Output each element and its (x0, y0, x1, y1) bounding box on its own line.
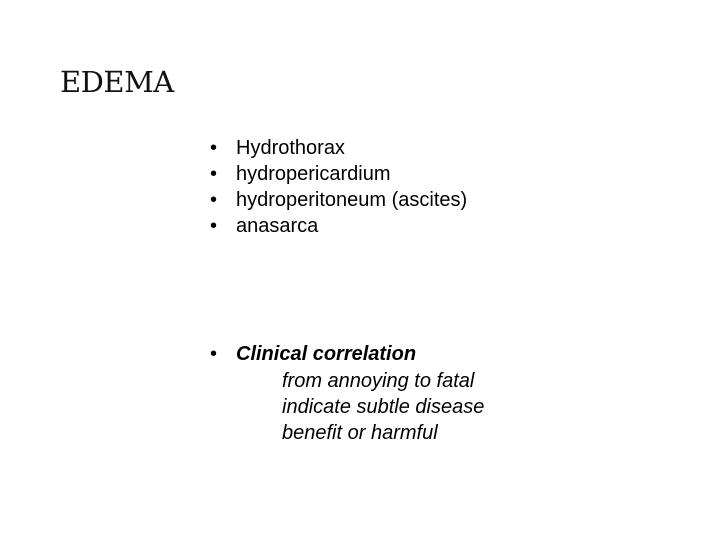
list-item-label: hydropericardium (236, 163, 391, 185)
bullet-icon: • (210, 215, 218, 237)
list-item-label: anasarca (236, 215, 319, 237)
sublist-item: from annoying to fatal (282, 370, 475, 392)
sublist-item: benefit or harmful (282, 422, 438, 444)
clinical-sublist (282, 368, 484, 446)
bullet-icon: • (210, 343, 218, 365)
list-item-label: hydroperitoneum (ascites) (236, 189, 468, 211)
list-item-label: Hydrothorax (236, 137, 345, 159)
bullet-icon: • (210, 189, 218, 211)
bullet-icon: • (210, 163, 218, 185)
clinical-correlation-heading: Clinical correlation (236, 343, 417, 365)
bullet-icon: • (210, 137, 218, 159)
slide-title: EDEMA (60, 65, 174, 99)
sublist-item: indicate subtle disease (282, 396, 485, 418)
